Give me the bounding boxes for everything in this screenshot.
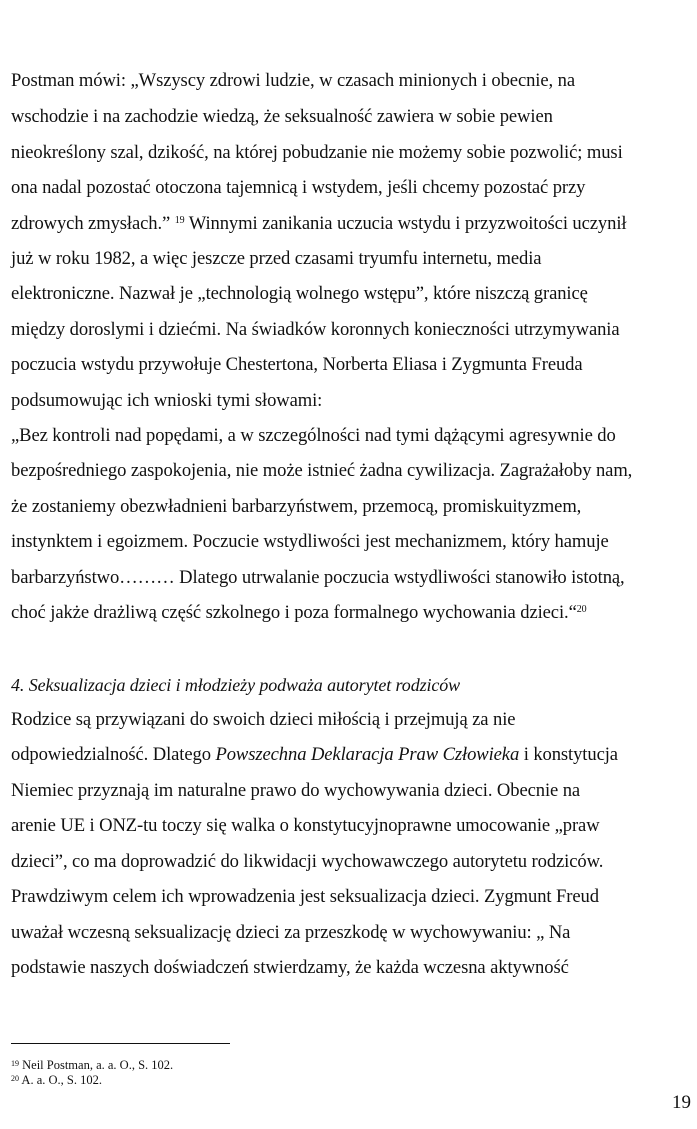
body-line: między doroslymi i dziećmi. Na świadków koronnych konieczności utrzymywania — [11, 319, 620, 340]
page-number: 19 — [672, 1092, 691, 1113]
body-line: Niemiec przyznają im naturalne prawo do wychowywania dzieci. Obecnie na — [11, 780, 581, 801]
footnote-ref-20: 20 — [576, 604, 587, 615]
body-line: ona nadal pozostać otoczona tajemnicą i wstydem, jeśli chcemy pozostać przy — [11, 177, 586, 198]
body-line: już w roku 1982, a więc jeszcze przed czasami tryumfu internetu, media — [11, 248, 542, 269]
body-line: podstawie naszych doświadczeń stwierdzamy, że każda wczesna aktywność — [11, 957, 569, 978]
line-text: odpowiedzialność. Dlatego — [11, 744, 216, 765]
document-title-italic: Powszechna Deklaracja Praw Człowieka — [215, 744, 520, 765]
footnote-number: 20 — [11, 1074, 19, 1083]
body-line: dzieci”, co ma doprowadzić do likwidacji wychowawczego autorytetu rodziców. — [11, 851, 604, 872]
footnote-divider — [11, 1043, 230, 1044]
footnote-text: Neil Postman, a. a. O., S. 102. — [19, 1058, 174, 1072]
line-text: choć jakże drażliwą część szkolnego i poza formalnego wychowania dzieci.“ — [11, 602, 577, 623]
body-line: Rodzice są przywiązani do swoich dzieci miłością i przejmują za nie — [11, 709, 516, 730]
body-line: bezpośredniego zaspokojenia, nie może istnieć żadna cywilizacja. Zagrażałoby nam, — [11, 460, 633, 481]
body-line: barbarzyństwo……… Dlatego utrwalanie poczucia wstydliwości stanowiło istotną, — [11, 567, 625, 588]
body-line: Prawdziwym celem ich wprowadzenia jest seksualizacja dzieci. Zygmunt Freud — [11, 886, 599, 907]
line-text: i konstytucja — [519, 744, 618, 765]
body-line — [11, 601, 587, 625]
body-line: podsumowując ich wnioski tymi słowami: — [11, 390, 323, 411]
body-line: elektroniczne. Nazwał je „technologią wolnego wstępu”, które niszczą granicę — [11, 283, 588, 304]
footnote-20 — [11, 1073, 102, 1088]
footnote-ref-19: 19 — [174, 215, 185, 226]
section-heading: 4. Seksualizacja dzieci i młodzieży podważa autorytet rodziców — [11, 675, 461, 695]
body-line: że zostaniemy obezwładnieni barbarzyństwem, przemocą, promiskuityzmem, — [11, 496, 582, 517]
line-text: Winnymi zanikania uczucia wstydu i przyzwoitości uczynił — [184, 213, 627, 234]
body-line: „Bez kontroli nad popędami, a w szczególności nad tymi dążącymi agresywnie do — [11, 425, 616, 446]
body-line: instynktem i egoizmem. Poczucie wstydliwości jest mechanizmem, który hamuje — [11, 531, 609, 552]
footnote-19 — [11, 1058, 173, 1073]
body-line: arenie UE i ONZ-tu toczy się walka o konstytucyjnoprawne umocowanie „praw — [11, 815, 600, 836]
body-line: nieokreślony szal, dzikość, na której pobudzanie nie możemy sobie pozwolić; musi — [11, 142, 623, 163]
body-line — [11, 743, 618, 767]
body-line: wschodzie i na zachodzie wiedzą, że seksualność zawiera w sobie pewien — [11, 106, 553, 127]
footnote-number: 19 — [11, 1059, 19, 1068]
body-line: poczucia wstydu przywołuje Chestertona, Norberta Eliasa i Zygmunta Freuda — [11, 354, 583, 375]
body-line: Postman mówi: „Wszyscy zdrowi ludzie, w czasach minionych i obecnie, na — [11, 70, 575, 91]
footnote-text: A. a. O., S. 102. — [19, 1073, 102, 1087]
body-line: uważał wczesną seksualizację dzieci za przeszkodę w wychowywaniu: „ Na — [11, 922, 571, 943]
body-line — [11, 212, 626, 236]
line-text: zdrowych zmysłach.” — [11, 213, 175, 234]
